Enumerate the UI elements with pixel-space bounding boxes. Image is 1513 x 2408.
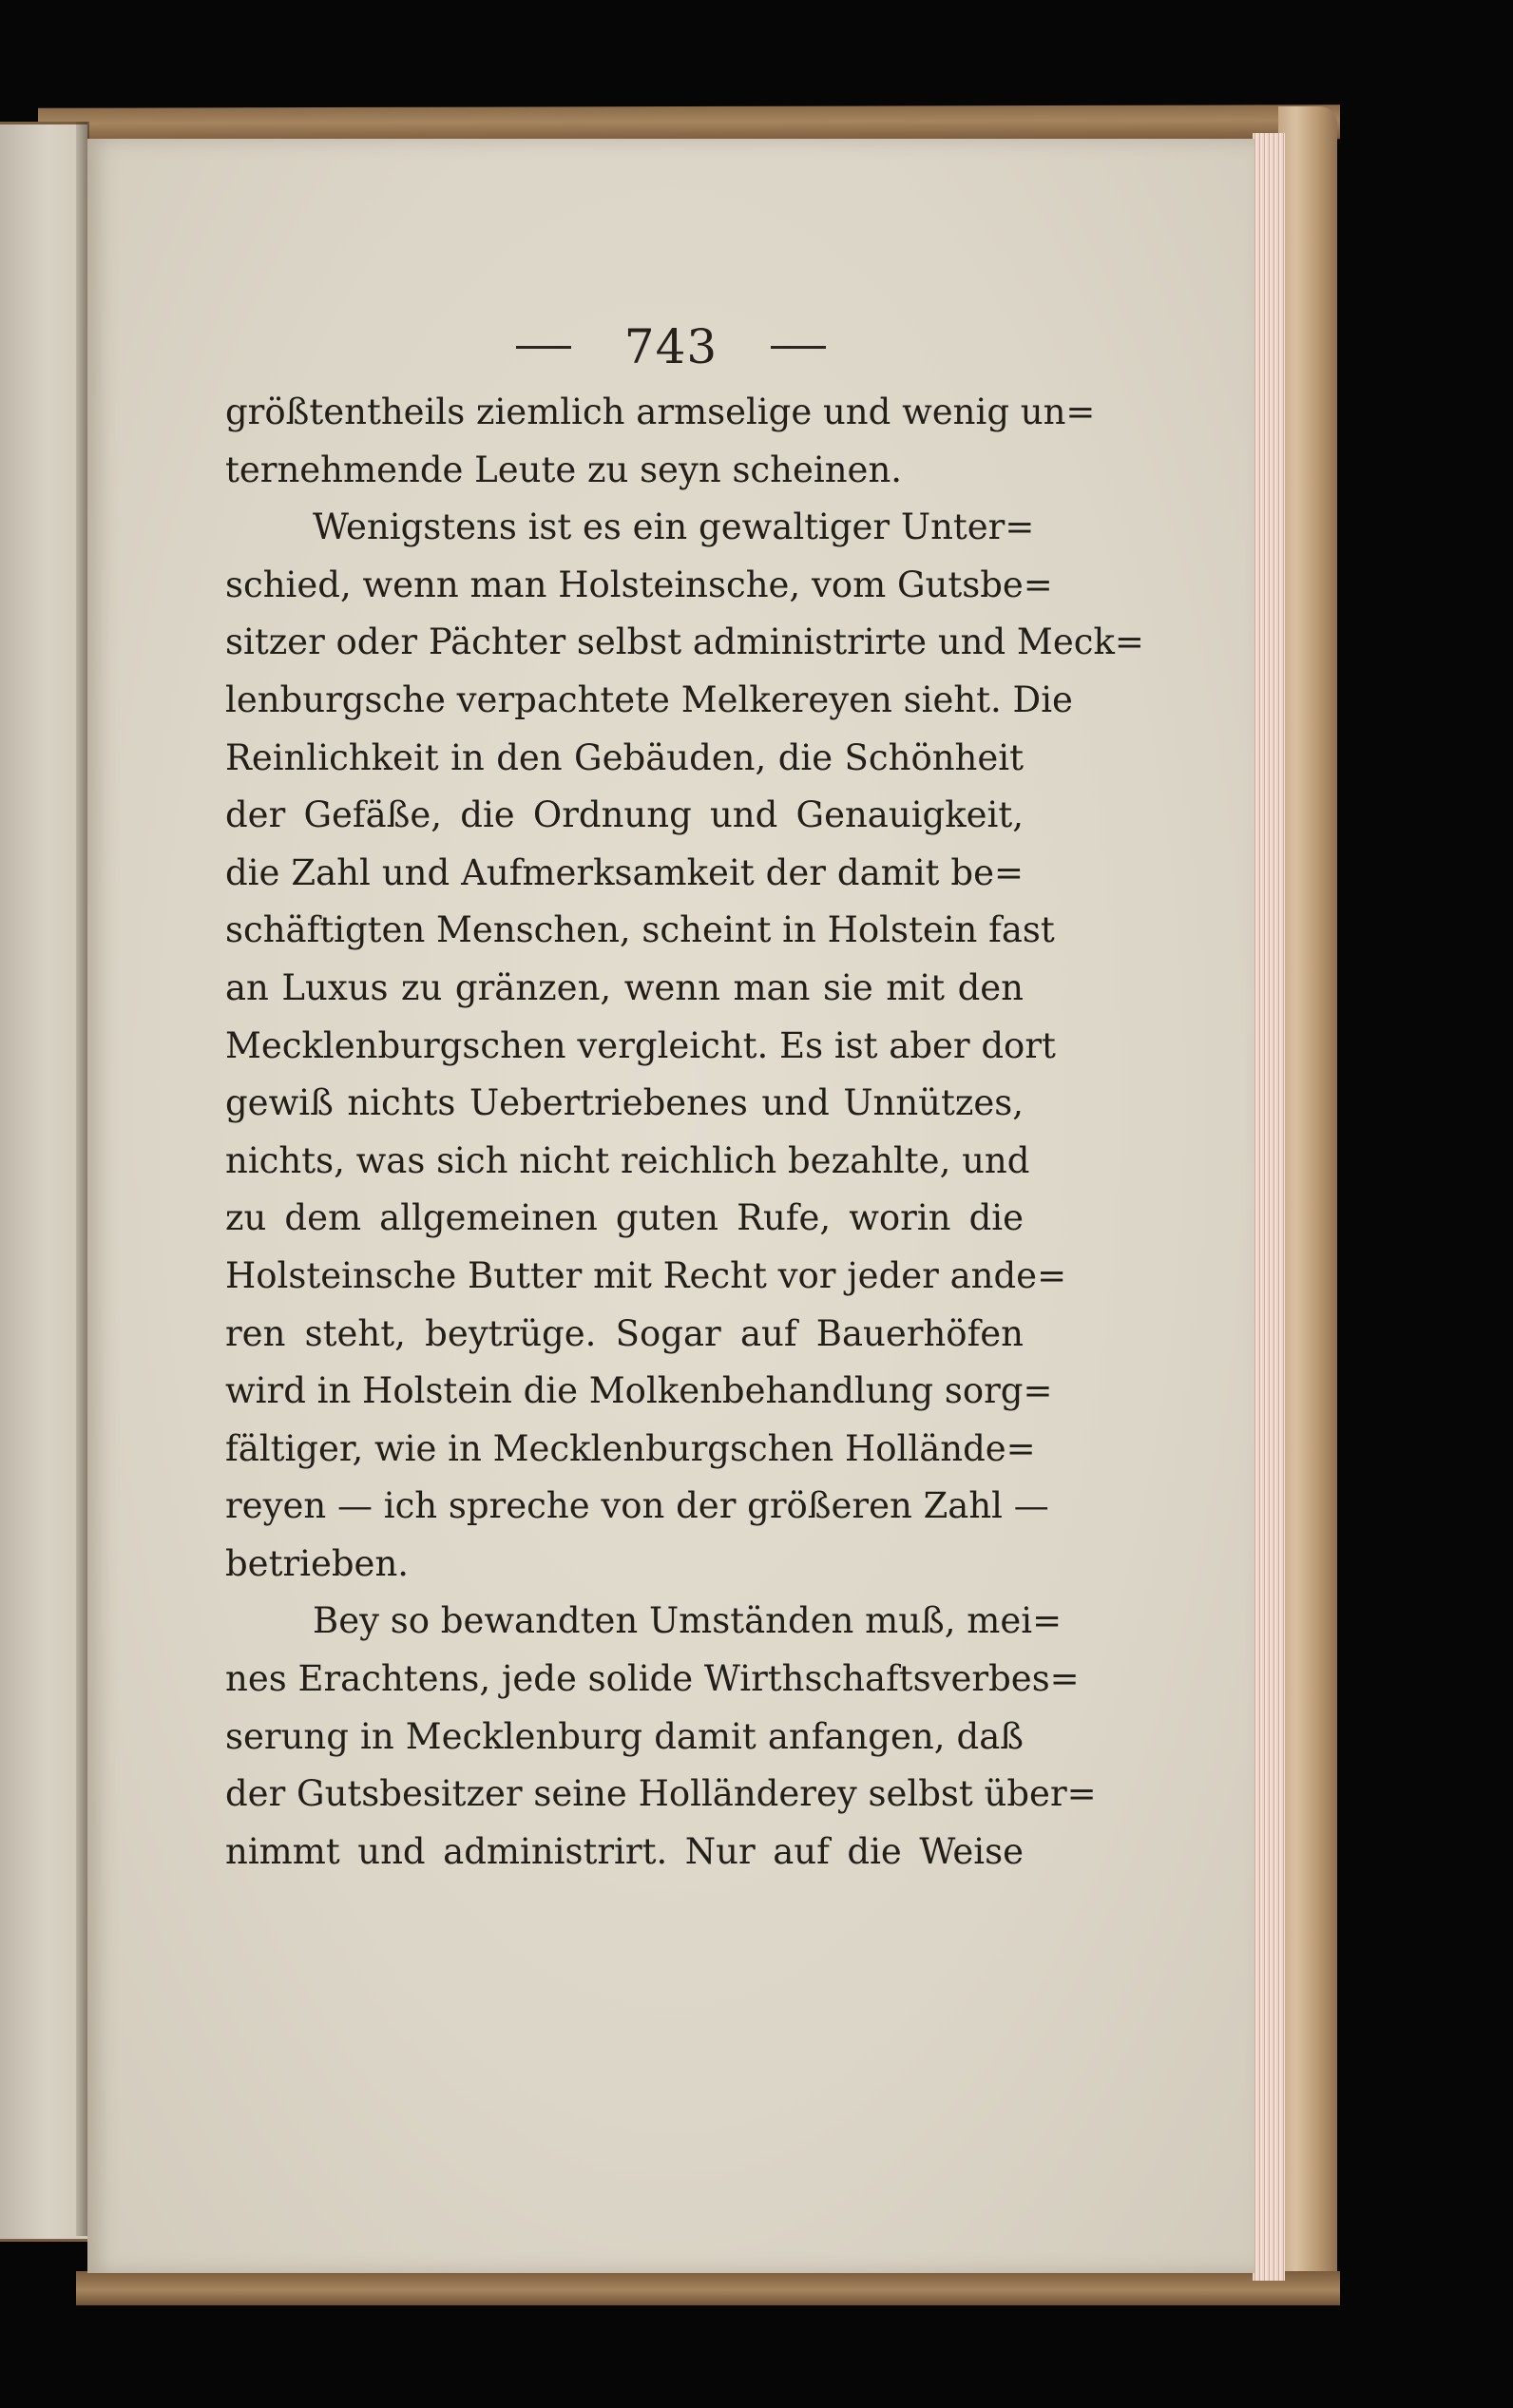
text-line: schied, wenn man Holsteinsche, vom Gutsbe=	[225, 564, 1053, 605]
text-line: nimmt und administrirt. Nur auf die Weise	[225, 1830, 1024, 1872]
text-line: nichts, was sich nicht reichlich bezahlte, und	[225, 1139, 1030, 1181]
text-line: der Gutsbesitzer seine Holländerey selbst über=	[225, 1773, 1097, 1815]
cover-right-edge	[1278, 106, 1337, 2302]
text-line: betrieben.	[225, 1542, 410, 1584]
text-line: die Zahl und Aufmerksamkeit der damit be=	[225, 851, 1024, 893]
text-line: schäftigten Menschen, scheint in Holstein fast	[225, 909, 1055, 951]
text-line: an Luxus zu gränzen, wenn man sie mit den	[225, 966, 1024, 1008]
body-text	[225, 384, 1144, 1881]
text-line: ternehmende Leute zu seyn scheinen.	[225, 449, 903, 490]
text-line: wird in Holstein die Molkenbehandlung sorg=	[225, 1370, 1053, 1412]
book-page	[87, 139, 1254, 2273]
text-line: serung in Mecklenburg damit anfangen, daß	[225, 1715, 1024, 1757]
text-line: fältiger, wie in Mecklenburgschen Hollände=	[225, 1427, 1036, 1469]
text-line: lenburgsche verpachtete Melkereyen sieht. Die	[225, 678, 1073, 720]
page-edges	[1253, 133, 1285, 2281]
cover-top-edge	[38, 105, 1340, 143]
text-line: Reinlichkeit in den Gebäuden, die Schönheit	[225, 736, 1024, 778]
text-line: ren steht, beytrüge. Sogar auf Bauerhöfen	[225, 1312, 1024, 1354]
page-number: 743	[623, 319, 718, 374]
previous-page-edge	[0, 122, 87, 2242]
text-line: größtentheils ziemlich armselige und wenig un=	[225, 392, 1096, 432]
text-line: sitzer oder Pächter selbst administrirte und Meck=	[225, 621, 1144, 663]
text-line: gewiß nichts Uebertriebenes und Unnützes,	[225, 1082, 1024, 1124]
header-dash-left	[516, 346, 571, 349]
text-line: Holsteinsche Butter mit Recht vor jeder ande=	[225, 1254, 1067, 1296]
text-line: nes Erachtens, jede solide Wirthschaftsverbes=	[225, 1658, 1080, 1700]
header-dash-right	[771, 346, 826, 349]
text-line: Bey so bewandten Umständen muß, mei=	[313, 1600, 1063, 1642]
text-line: Wenigstens ist es ein gewaltiger Unter=	[313, 506, 1035, 548]
text-line: zu dem allgemeinen guten Rufe, worin die	[225, 1197, 1024, 1239]
text-line: der Gefäße, die Ordnung und Genauigkeit,	[225, 794, 1024, 836]
text-line: Mecklenburgschen vergleicht. Es ist aber dort	[225, 1024, 1056, 1066]
cover-bottom-edge	[76, 2271, 1340, 2305]
text-line: reyen — ich spreche von der größeren Zahl —	[225, 1485, 1049, 1527]
